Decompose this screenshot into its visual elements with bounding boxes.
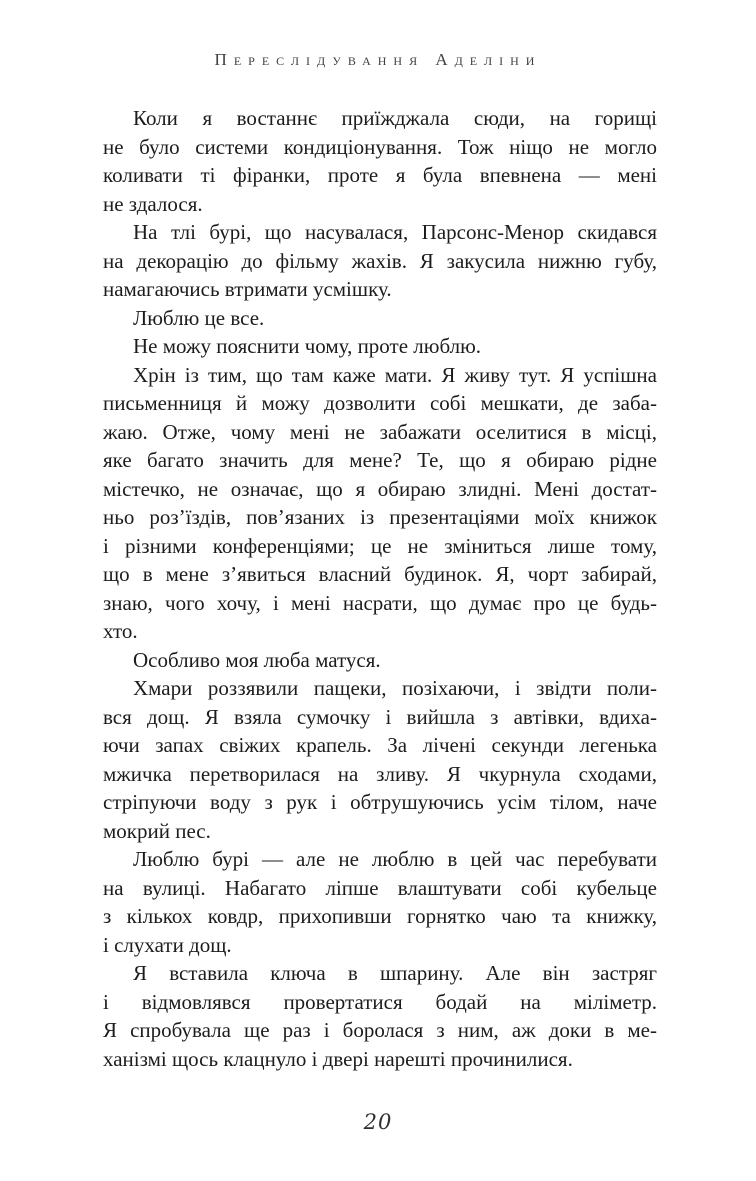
text-line: Особливо моя люба матуся. bbox=[133, 647, 381, 672]
text-line: Люблю бурі — але не люблю в цей час перебувати bbox=[133, 847, 657, 871]
text-line: і різними конференціями; це не зміниться лише тому, bbox=[103, 533, 657, 558]
text-line: коливати ті фіранки, проте я була впевнена — мені bbox=[103, 163, 657, 187]
paragraph bbox=[103, 218, 657, 304]
paragraph bbox=[103, 104, 657, 218]
text-line: письменниця й можу дозволити собі мешкати, де заба- bbox=[103, 391, 657, 415]
page-number: 20 bbox=[363, 1110, 393, 1134]
text-line: і слухати дощ. bbox=[103, 932, 232, 957]
text-line: знаю, чого хочу, і мені насрати, що думає про це будь- bbox=[103, 590, 657, 615]
text-line: не здалося. bbox=[103, 191, 203, 216]
text-line: містечко, не означає, що я обираю злидні. Мені достат- bbox=[103, 476, 657, 501]
text-line: намагаючись втримати усмішку. bbox=[103, 277, 392, 301]
text-line: стріпуючи воду з рук і обтрушуючись усім тілом, наче bbox=[103, 790, 657, 814]
paragraph bbox=[103, 304, 657, 333]
text-line: з кількох ковдр, прихопивши горнятко чаю та книжку, bbox=[103, 904, 657, 928]
paragraph bbox=[103, 674, 657, 845]
body-text bbox=[103, 104, 657, 1073]
text-line: ньо роз’їздів, пов’язаних із презентаціями моїх книжок bbox=[103, 505, 657, 529]
text-line: ханізмі щось клацнуло і двері нарешті прочинилися. bbox=[103, 1046, 573, 1071]
text-line: Хмари роззявили пащеки, позіхаючи, і звідти поли- bbox=[133, 676, 657, 700]
text-line: вся дощ. Я взяла сумочку і вийшла з автівки, вдиха- bbox=[103, 704, 657, 729]
paragraph bbox=[103, 845, 657, 959]
text-line: Я вставила ключа в шпарину. Але він застряг bbox=[133, 961, 657, 985]
text-line: на вулиці. Набагато ліпше влаштувати собі кубельце bbox=[103, 875, 657, 900]
text-line: не було системи кондиціонування. Тож ніщо не могло bbox=[103, 134, 657, 159]
text-line: мжичка перетворилася на зливу. Я чкурнула сходами, bbox=[103, 761, 657, 786]
text-line: Не можу пояснити чому, проте люблю. bbox=[133, 334, 482, 358]
text-line: хто. bbox=[103, 619, 138, 643]
paragraph bbox=[103, 646, 657, 675]
text-line: яке багато значить для мене? Те, що я обираю рідне bbox=[103, 448, 657, 472]
text-line: і відмовлявся провертатися бодай на міліметр. bbox=[103, 989, 657, 1014]
text-line: мокрий пес. bbox=[103, 818, 211, 843]
text-line: Хрін із тим, що там каже мати. Я живу тут. Я успішна bbox=[133, 362, 657, 387]
running-header-title: Переслідування Аделіни bbox=[214, 50, 542, 69]
text-line: На тлі бурі, що насувалася, Парсонс-Менор скидався bbox=[133, 220, 657, 244]
text-line: Люблю це все. bbox=[133, 305, 265, 330]
text-line: ючи запах свіжих крапель. За лічені секунди легенька bbox=[103, 733, 657, 757]
text-line: що в мене з’явиться власний будинок. Я, чорт забирай, bbox=[103, 562, 657, 586]
text-line: Коли я востаннє приїжджала сюди, на горищі bbox=[133, 106, 657, 130]
text-line: на декорацію до фільму жахів. Я закусила нижню губу, bbox=[103, 248, 657, 273]
text-line: Я спробувала ще раз і боролася з ним, аж доки в ме- bbox=[103, 1018, 657, 1042]
paragraph bbox=[103, 959, 657, 1073]
text-line: жаю. Отже, чому мені не забажати оселитися в місці, bbox=[103, 419, 657, 444]
paragraph bbox=[103, 332, 657, 361]
paragraph bbox=[103, 361, 657, 646]
